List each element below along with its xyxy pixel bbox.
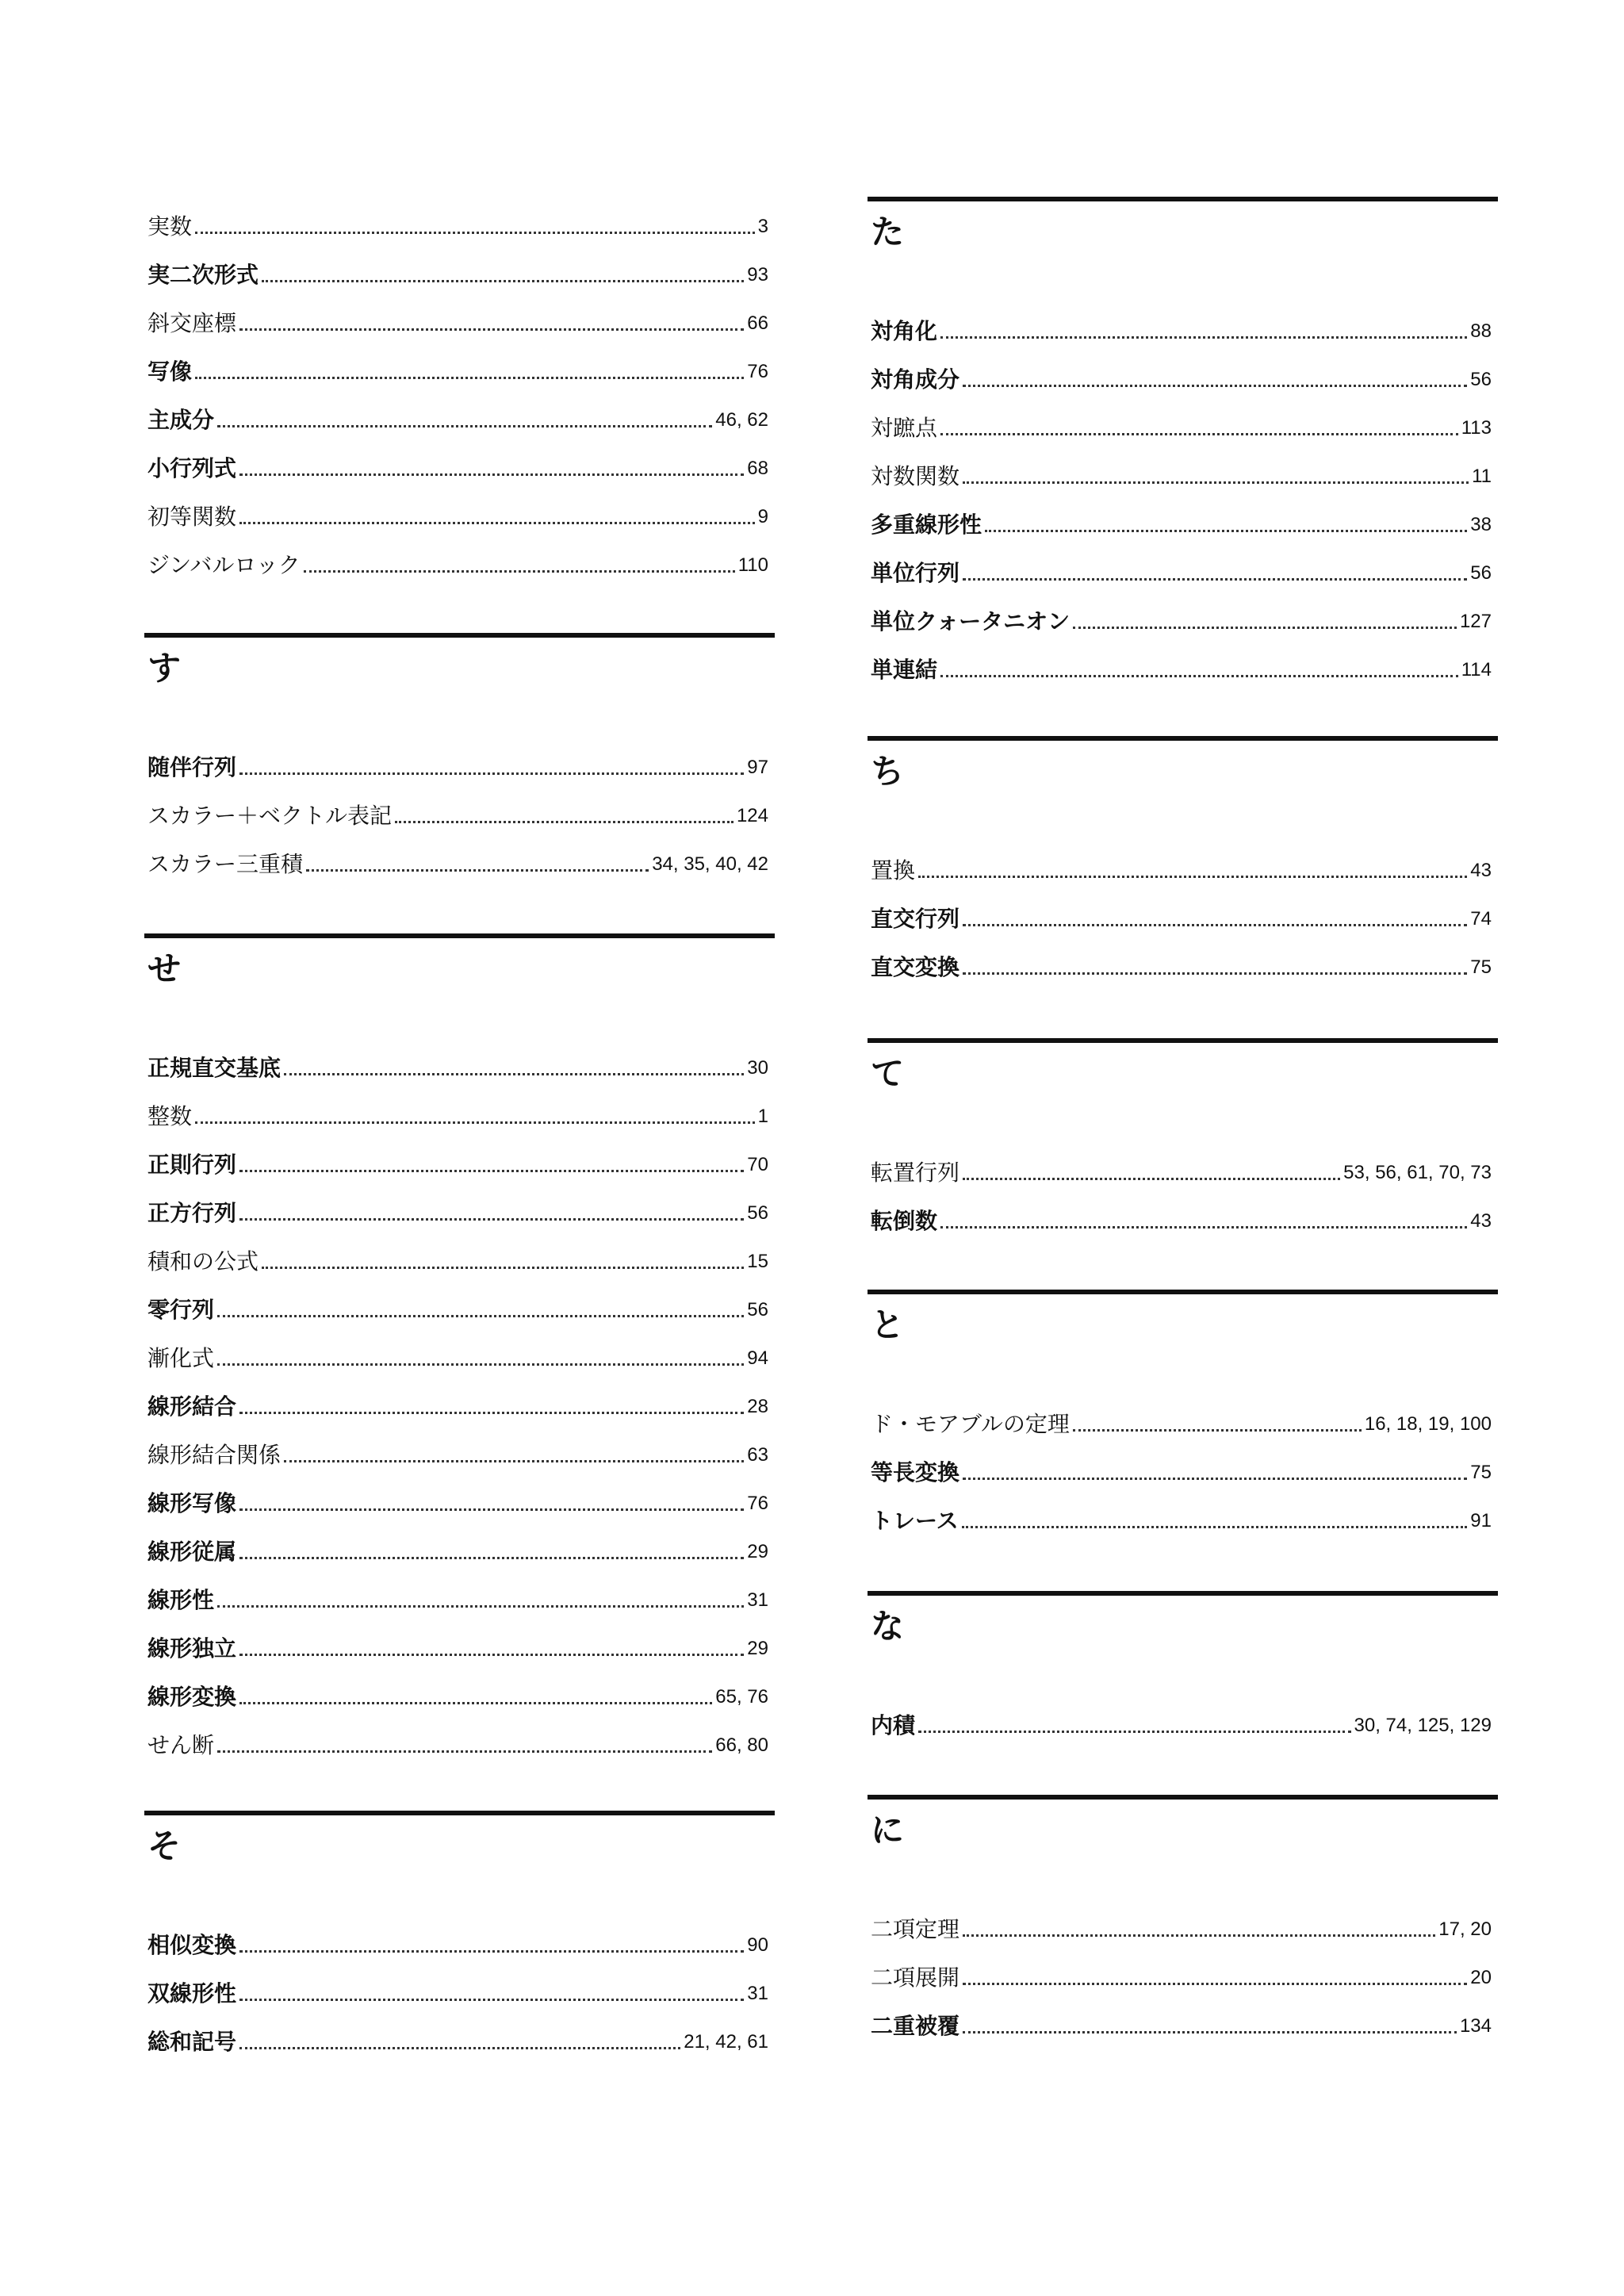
index-entry xyxy=(868,406,1498,441)
dot-leader xyxy=(217,425,712,427)
index-page-numbers: 124 xyxy=(736,805,768,826)
index-term: 単位行列 xyxy=(871,560,960,586)
dot-leader xyxy=(963,578,1467,581)
index-term: 線形写像 xyxy=(147,1490,237,1516)
index-term: 随伴行列 xyxy=(147,754,237,780)
dot-leader xyxy=(217,1605,744,1608)
index-entry xyxy=(144,398,775,433)
index-entry xyxy=(144,1046,775,1081)
index-entry xyxy=(144,1972,775,2007)
index-term: 主成分 xyxy=(147,407,215,433)
section-header xyxy=(868,1038,1498,1130)
index-page-numbers: 56 xyxy=(747,1202,768,1224)
index-term: 対角成分 xyxy=(871,366,960,393)
index-entry xyxy=(868,1956,1498,1991)
index-entry xyxy=(868,945,1498,980)
dot-leader xyxy=(985,530,1467,532)
index-entry xyxy=(144,205,775,240)
index-page-numbers: 29 xyxy=(747,1541,768,1562)
index-page-numbers: 30 xyxy=(747,1057,768,1079)
section-kana-heading: す xyxy=(147,649,182,688)
index-term: スカラー＋ベクトル表記 xyxy=(147,803,393,829)
dot-leader xyxy=(195,232,755,234)
index-term: 対角化 xyxy=(871,318,938,344)
index-page-numbers: 65, 76 xyxy=(715,1686,768,1708)
index-term: 正規直交基底 xyxy=(147,1055,282,1081)
index-entry xyxy=(144,1191,775,1226)
index-page-numbers: 56 xyxy=(747,1299,768,1320)
index-page-numbers: 9 xyxy=(757,506,768,527)
index-page-numbers: 110 xyxy=(737,554,768,576)
index-term: ジンバルロック xyxy=(147,552,301,578)
dot-leader xyxy=(284,1073,744,1075)
index-page-numbers: 88 xyxy=(1470,320,1492,342)
index-term: 線形結合 xyxy=(147,1393,237,1420)
dot-leader xyxy=(239,328,744,331)
index-term: 単連結 xyxy=(871,657,938,683)
index-section xyxy=(868,736,1498,828)
index-term: 多重線形性 xyxy=(871,512,982,538)
index-section xyxy=(868,1290,1498,1382)
index-term: 線形従属 xyxy=(147,1539,237,1565)
dot-leader xyxy=(239,2047,680,2049)
index-entry xyxy=(144,1433,775,1468)
index-page-numbers: 113 xyxy=(1461,417,1492,439)
index-page-numbers: 134 xyxy=(1459,2015,1492,2037)
index-page-numbers: 15 xyxy=(747,1251,768,1272)
index-entry xyxy=(144,543,775,578)
index-term: 対蹠点 xyxy=(871,415,938,441)
index-page-numbers: 70 xyxy=(747,1154,768,1175)
index-page-numbers: 93 xyxy=(747,264,768,286)
index-page-numbers: 76 xyxy=(747,361,768,382)
dot-leader xyxy=(963,1934,1435,1937)
dot-leader xyxy=(195,377,744,379)
index-term: 線形結合関係 xyxy=(147,1442,282,1468)
index-term: 双線形性 xyxy=(147,1980,237,2007)
section-header xyxy=(868,1591,1498,1683)
dot-leader xyxy=(395,821,733,823)
index-entry xyxy=(868,503,1498,538)
index-term: 転置行列 xyxy=(871,1159,960,1186)
index-entry xyxy=(144,1530,775,1565)
index-entry xyxy=(868,897,1498,932)
index-entry xyxy=(144,842,775,877)
index-term: 対数関数 xyxy=(871,463,960,489)
index-page-numbers: 28 xyxy=(747,1396,768,1417)
index-page-numbers: 3 xyxy=(757,216,768,237)
index-page-numbers: 94 xyxy=(747,1347,768,1369)
index-page-numbers: 31 xyxy=(747,1589,768,1611)
index-section xyxy=(868,1591,1498,1683)
index-entry xyxy=(144,301,775,336)
dot-leader xyxy=(304,570,735,573)
index-section xyxy=(144,633,775,725)
index-page-numbers: 68 xyxy=(747,458,768,479)
index-page-numbers: 63 xyxy=(747,1444,768,1466)
index-term: 初等関数 xyxy=(147,504,237,530)
index-term: 線形変換 xyxy=(147,1684,237,1710)
index-term: スカラー三重積 xyxy=(147,851,304,877)
dot-leader xyxy=(262,1267,744,1269)
section-kana-heading: に xyxy=(871,1811,905,1849)
dot-leader xyxy=(963,1478,1467,1480)
index-entry xyxy=(144,1923,775,1958)
index-entry xyxy=(868,454,1498,489)
index-term: 線形性 xyxy=(147,1587,215,1613)
dot-leader xyxy=(239,1557,744,1559)
index-term: 等長変換 xyxy=(871,1459,960,1485)
dot-leader xyxy=(239,772,744,775)
index-entry xyxy=(144,1288,775,1323)
dot-leader xyxy=(963,2031,1457,2033)
index-section xyxy=(868,1038,1498,1130)
index-page-numbers: 76 xyxy=(747,1493,768,1514)
section-header xyxy=(144,933,775,1025)
index-term: 直交変換 xyxy=(871,954,960,980)
index-term: 二重被覆 xyxy=(871,2013,960,2039)
dot-leader xyxy=(239,1170,744,1172)
section-kana-heading: な xyxy=(871,1607,905,1646)
index-term: 斜交座標 xyxy=(147,310,237,336)
index-term: 総和記号 xyxy=(147,2029,237,2055)
index-term: 正則行列 xyxy=(147,1152,237,1178)
dot-leader xyxy=(239,1218,744,1221)
section-header xyxy=(144,1811,775,1903)
index-term: 漸化式 xyxy=(147,1345,215,1371)
index-entry xyxy=(144,1240,775,1274)
index-term: 相似変換 xyxy=(147,1932,237,1958)
index-term: せん断 xyxy=(147,1732,215,1758)
section-header xyxy=(868,1290,1498,1382)
index-entry xyxy=(144,1094,775,1129)
dot-leader xyxy=(217,1363,744,1366)
dot-leader xyxy=(239,1508,744,1511)
index-term: 零行列 xyxy=(147,1297,215,1323)
index-entry xyxy=(868,1704,1498,1738)
dot-leader xyxy=(195,1121,755,1124)
index-entry xyxy=(868,1199,1498,1234)
index-term: 写像 xyxy=(147,358,193,385)
index-term: ド・モアブルの定理 xyxy=(871,1411,1070,1437)
dot-leader xyxy=(963,1983,1467,1985)
index-term: 整数 xyxy=(147,1103,193,1129)
section-header xyxy=(144,633,775,725)
index-page-numbers: 29 xyxy=(747,1638,768,1659)
section-kana-heading: て xyxy=(871,1054,905,1093)
index-page-numbers: 31 xyxy=(747,1983,768,2004)
index-entry xyxy=(144,1723,775,1758)
index-entry xyxy=(868,1451,1498,1485)
index-page-numbers: 43 xyxy=(1470,1210,1492,1232)
index-entry xyxy=(868,2004,1498,2039)
dot-leader xyxy=(239,1999,744,2001)
index-entry xyxy=(144,1336,775,1371)
index-entry xyxy=(868,1907,1498,1942)
index-term: 転倒数 xyxy=(871,1208,938,1234)
index-section xyxy=(868,197,1498,289)
index-page-numbers: 46, 62 xyxy=(715,409,768,431)
dot-leader xyxy=(239,522,755,524)
dot-leader xyxy=(940,336,1467,339)
dot-leader xyxy=(963,1178,1340,1180)
dot-leader xyxy=(217,1750,712,1753)
index-entry xyxy=(144,1627,775,1662)
index-entry xyxy=(144,1385,775,1420)
index-entry xyxy=(144,746,775,780)
index-term: 直交行列 xyxy=(871,906,960,932)
dot-leader xyxy=(239,1950,744,1953)
index-page-numbers: 30, 74, 125, 129 xyxy=(1354,1715,1492,1736)
index-entry xyxy=(144,794,775,829)
section-header xyxy=(868,736,1498,828)
index-page-numbers: 56 xyxy=(1470,562,1492,584)
index-term: 置換 xyxy=(871,857,916,884)
section-header xyxy=(868,197,1498,289)
index-page-numbers: 38 xyxy=(1470,514,1492,535)
dot-leader xyxy=(1073,627,1457,629)
index-term: 内積 xyxy=(871,1712,916,1738)
index-page-numbers: 74 xyxy=(1470,908,1492,930)
index-term: トレース xyxy=(871,1508,959,1534)
dot-leader xyxy=(962,1526,1468,1528)
dot-leader xyxy=(306,869,649,872)
index-term: 正方行列 xyxy=(147,1200,237,1226)
dot-leader xyxy=(918,876,1467,878)
dot-leader xyxy=(284,1460,744,1462)
index-entry xyxy=(868,1402,1498,1437)
index-page-numbers: 97 xyxy=(747,757,768,778)
dot-leader xyxy=(918,1731,1351,1733)
index-term: 実二次形式 xyxy=(147,262,259,288)
dot-leader xyxy=(239,1702,712,1704)
index-entry xyxy=(144,253,775,288)
index-term: 単位クォータニオン xyxy=(871,608,1071,634)
index-page-numbers: 66 xyxy=(747,312,768,334)
dot-leader xyxy=(239,473,744,476)
index-entry xyxy=(144,495,775,530)
index-page-numbers: 114 xyxy=(1461,659,1492,680)
index-page-numbers: 17, 20 xyxy=(1438,1918,1492,1940)
index-page-numbers: 20 xyxy=(1470,1967,1492,1988)
index-page-numbers: 53, 56, 61, 70, 73 xyxy=(1343,1162,1492,1183)
index-page-numbers: 16, 18, 19, 100 xyxy=(1364,1413,1492,1435)
dot-leader xyxy=(217,1315,744,1317)
index-page-numbers: 75 xyxy=(1470,956,1492,978)
dot-leader xyxy=(940,1226,1467,1228)
section-kana-heading: た xyxy=(871,213,905,251)
index-entry xyxy=(868,551,1498,586)
index-section xyxy=(144,933,775,1025)
dot-leader xyxy=(963,924,1467,926)
dot-leader xyxy=(940,675,1458,677)
dot-leader xyxy=(262,280,744,282)
index-entry xyxy=(868,600,1498,634)
dot-leader xyxy=(963,385,1467,387)
index-entry xyxy=(868,358,1498,393)
index-entry xyxy=(144,1578,775,1613)
index-term: 積和の公式 xyxy=(147,1248,259,1274)
dot-leader xyxy=(940,433,1458,435)
index-page-numbers: 75 xyxy=(1470,1462,1492,1483)
index-section xyxy=(144,1811,775,1903)
index-term: 実数 xyxy=(147,213,193,240)
dot-leader xyxy=(963,972,1467,975)
index-entry xyxy=(868,849,1498,884)
index-entry xyxy=(868,309,1498,344)
index-entry xyxy=(144,350,775,385)
dot-leader xyxy=(239,1654,744,1656)
index-entry xyxy=(868,1151,1498,1186)
index-entry xyxy=(144,447,775,481)
section-kana-heading: せ xyxy=(147,949,182,988)
section-kana-heading: ち xyxy=(871,752,905,791)
section-header xyxy=(868,1795,1498,1887)
index-page-numbers: 91 xyxy=(1470,1510,1492,1531)
section-kana-heading: そ xyxy=(147,1826,182,1865)
index-page-numbers: 56 xyxy=(1470,369,1492,390)
index-entry xyxy=(144,1675,775,1710)
index-page-numbers: 66, 80 xyxy=(715,1734,768,1756)
index-page-numbers: 1 xyxy=(757,1106,768,1127)
index-entry xyxy=(144,1481,775,1516)
index-page-numbers: 11 xyxy=(1472,466,1492,487)
index-term: 二項定理 xyxy=(871,1916,960,1942)
dot-leader xyxy=(239,1412,744,1414)
index-page-numbers: 127 xyxy=(1459,611,1492,632)
index-term: 線形独立 xyxy=(147,1635,237,1662)
dot-leader xyxy=(963,481,1469,484)
index-page-numbers: 90 xyxy=(747,1934,768,1956)
index-page-numbers: 34, 35, 40, 42 xyxy=(652,853,768,875)
index-term: 二項展開 xyxy=(871,1964,960,1991)
index-entry xyxy=(868,1499,1498,1534)
index-page-numbers: 21, 42, 61 xyxy=(684,2031,768,2053)
index-entry xyxy=(144,2020,775,2055)
index-entry xyxy=(868,648,1498,683)
dot-leader xyxy=(1073,1429,1362,1432)
index-section xyxy=(868,1795,1498,1887)
index-term: 小行列式 xyxy=(147,455,237,481)
index-page-numbers: 43 xyxy=(1470,860,1492,881)
section-kana-heading: と xyxy=(871,1305,905,1344)
index-entry xyxy=(144,1143,775,1178)
